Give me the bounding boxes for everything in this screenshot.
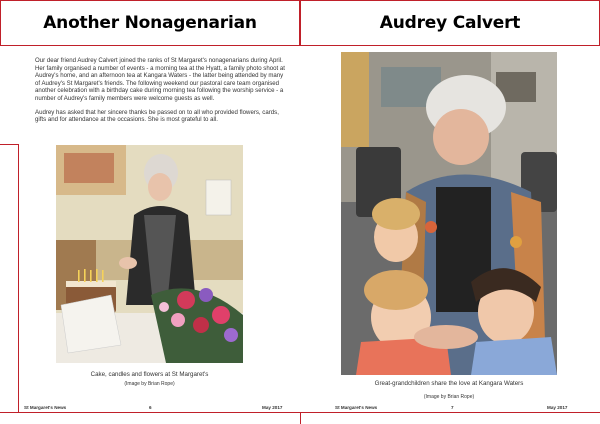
- cake-photo: [56, 145, 243, 363]
- left-page-header: [0, 0, 300, 46]
- article-paragraph-2: Audrey has asked that her sincere thanks be passed on to all who provided flowers, cards, gifts and for attendance at the occasions. She is most grateful to all.: [35, 108, 279, 124]
- right-footer-page-number: 7: [451, 405, 454, 410]
- right-page: [300, 0, 600, 424]
- family-photo-caption: Great-grandchildren share the love at Kangara Waters: [374, 380, 524, 387]
- right-page-header: [300, 0, 600, 46]
- left-page-title: Another Nonagenarian: [43, 13, 257, 33]
- left-footer-page-number: 6: [149, 405, 152, 410]
- family-photo-credit: (Image by Brian Rope): [423, 394, 475, 400]
- side-rule: [0, 144, 19, 412]
- article-body: [35, 57, 285, 130]
- cake-photo-credit: (Image by Brian Rope): [124, 381, 175, 387]
- family-photo: [341, 52, 557, 375]
- right-footer-publication: St Margaret's News: [335, 405, 378, 410]
- article-paragraph-1: Our dear friend Audrey Calvert joined the ranks of St Margaret's nonagenarians during April. Her family organised a number of events - a morning tea at the Hyatt, a family photo shoot at Audrey's home, and an afternoon tea at Kangara Waters - the latter being attended by many of Audrey's St Margaret's friends. The following weekend our pastoral care team organised another celebration with a birthday cake during morning tea following the worship service - a number of Audrey's family members were welcome guests as well.: [35, 57, 285, 102]
- left-footer-publication: St Margaret's News: [24, 405, 67, 410]
- right-footer-rule: [300, 412, 600, 424]
- right-page-title: Audrey Calvert: [379, 13, 521, 33]
- left-footer-rule: [0, 412, 300, 424]
- cake-photo-caption: Cake, candles and flowers at St Margaret's: [90, 371, 209, 378]
- right-footer-date: May 2017: [547, 405, 568, 410]
- left-footer-date: May 2017: [262, 405, 283, 410]
